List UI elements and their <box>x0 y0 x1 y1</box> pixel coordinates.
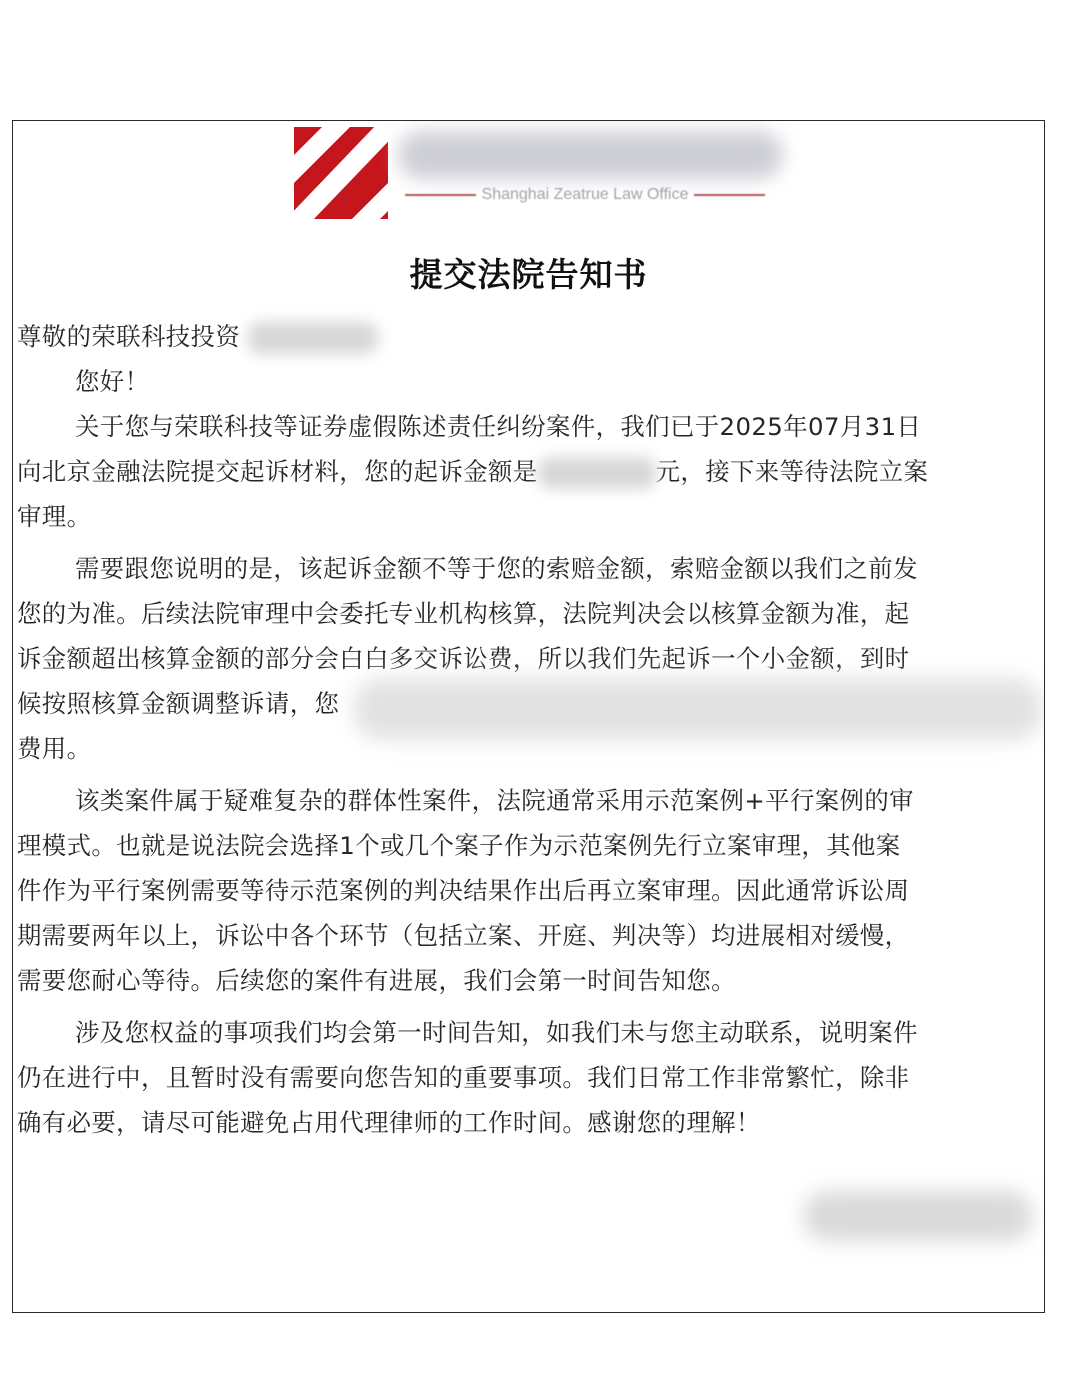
divider <box>694 194 765 196</box>
para2-line: 您的为准。后续法院审理中会委托专业机构核算，法院判决会以核算金额为准，起 <box>17 599 910 628</box>
law-firm-logo-icon <box>294 127 388 219</box>
para3-line: 理模式。也就是说法院会选择1个或几个案子作为示范案例先行立案审理，其他案 <box>17 831 901 860</box>
para2-line: 候按照核算金额调整诉请，您 <box>17 689 340 718</box>
para1-line <box>17 449 1035 494</box>
salutation: 尊敬的荣联科技投资 <box>17 322 241 351</box>
redacted-text-region <box>353 678 1043 740</box>
para4-line: 仍在进行中，且暂时没有需要向您告知的重要事项。我们日常工作非常繁忙，除非 <box>17 1063 910 1092</box>
firm-name-redacted <box>398 131 783 179</box>
firm-english-name <box>405 183 765 207</box>
para4-line: 涉及您权益的事项我们均会第一时间告知，如我们未与您主动联系，说明案件 <box>75 1018 918 1047</box>
signature-redacted <box>803 1191 1033 1241</box>
para3-line: 该类案件属于疑难复杂的群体性案件，法院通常采用示范案例+平行案例的审 <box>75 786 914 815</box>
recipient-name-redacted <box>248 322 378 354</box>
para1-line: 审理。 <box>17 502 92 531</box>
para3-line: 件作为平行案例需要等待示范案例的判决结果作出后再立案审理。因此通常诉讼周 <box>17 876 910 905</box>
firm-english-name-text: Shanghai Zeatrue Law Office <box>481 186 689 203</box>
para4-line: 确有必要，请尽可能避免占用代理律师的工作时间。感谢您的理解！ <box>17 1108 761 1137</box>
divider <box>405 194 476 196</box>
notice-document <box>12 120 1045 1313</box>
claim-amount-redacted <box>538 457 656 489</box>
para1-text: 向北京金融法院提交起诉材料，您的起诉金额是 <box>17 457 538 486</box>
salutation-line <box>17 314 1035 359</box>
para2-line: 费用。 <box>17 734 92 763</box>
para1-line: 关于您与荣联科技等证券虚假陈述责任纠纷案件，我们已于2025年07月31日 <box>75 412 922 441</box>
para1-text: 元，接下来等待法院立案 <box>655 457 929 486</box>
para3-line: 需要您耐心等待。后续您的案件有进展，我们会第一时间告知您。 <box>17 966 736 995</box>
document-title: 提交法院告知书 <box>409 255 648 294</box>
para2-line: 需要跟您说明的是，该起诉金额不等于您的索赔金额，索赔金额以我们之前发 <box>75 554 918 583</box>
greeting: 您好！ <box>75 367 150 396</box>
para3-line: 期需要两年以上，诉讼中各个环节（包括立案、开庭、判决等）均进展相对缓慢， <box>17 921 910 950</box>
para2-line: 诉金额超出核算金额的部分会白白多交诉讼费，所以我们先起诉一个小金额，到时 <box>17 644 910 673</box>
